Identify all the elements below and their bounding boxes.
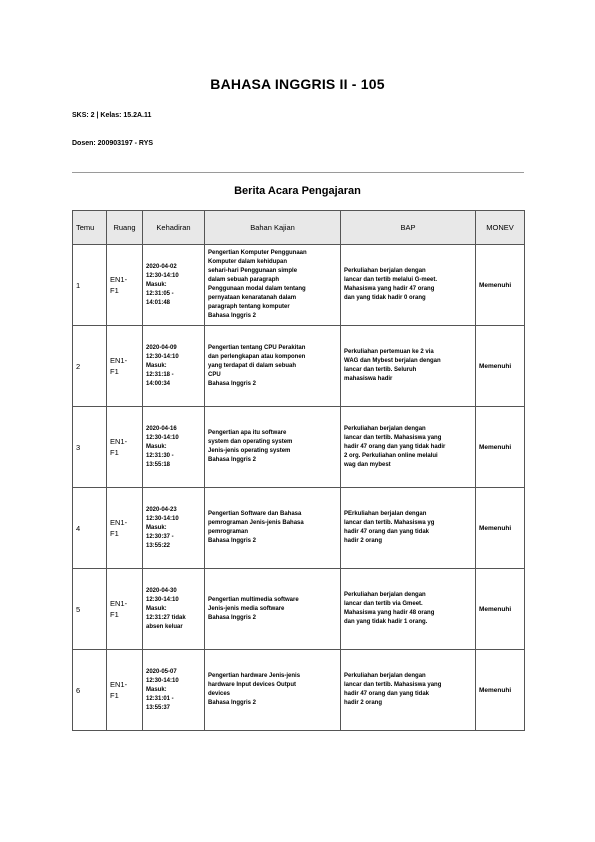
cell-bap: Perkuliahan pertemuan ke 2 via WAG dan Mybest berjalan dengan lancar dan tertib. Seluruh mahasiswa hadir	[341, 326, 476, 407]
section-title: Berita Acara Pengajaran	[234, 185, 361, 197]
table-row	[73, 488, 525, 569]
cell-monev: Memenuhi	[476, 488, 525, 569]
cell-bap: Perkuliahan berjalan dengan lancar dan tertib via Gmeet. Mahasiswa yang hadir 48 orang dan yang tidak hadir 1 orang.	[341, 569, 476, 650]
header-temu: Temu	[73, 211, 107, 245]
dosen-info: Dosen: 200903197 - RYS	[72, 140, 154, 147]
cell-temu: 5	[73, 569, 107, 650]
cell-ruang: EN1- F1	[107, 488, 143, 569]
header-monev: MONEV	[476, 211, 525, 245]
cell-bahan-kajian: Pengertian apa itu software system dan operating system Jenis-jenis operating system Bahasa Inggris 2	[205, 407, 341, 488]
header-ruang: Ruang	[107, 211, 143, 245]
cell-kehadiran: 2020-04-16 12:30-14:10 Masuk: 12:31:30 - 13:55:18	[143, 407, 205, 488]
bap-table	[72, 210, 525, 731]
table-row	[73, 569, 525, 650]
cell-kehadiran: 2020-04-23 12:30-14:10 Masuk: 12:30:37 - 13:55:22	[143, 488, 205, 569]
cell-temu: 6	[73, 650, 107, 731]
header-kehadiran: Kehadiran	[143, 211, 205, 245]
cell-ruang: EN1- F1	[107, 650, 143, 731]
header-bahan-kajian: Bahan Kajian	[205, 211, 341, 245]
cell-bahan-kajian: Pengertian multimedia software Jenis-jenis media software Bahasa Inggris 2	[205, 569, 341, 650]
cell-bap: Perkuliahan berjalan dengan lancar dan tertib. Mahasiswa yang hadir 47 orang dan yang tidak hadir 2 orang	[341, 650, 476, 731]
cell-kehadiran: 2020-04-09 12:30-14:10 Masuk: 12:31:18 - 14:00:34	[143, 326, 205, 407]
cell-temu: 2	[73, 326, 107, 407]
cell-monev: Memenuhi	[476, 326, 525, 407]
table-header-row	[73, 211, 525, 245]
cell-bap: Perkuliahan berjalan dengan lancar dan tertib melalui G-meet. Mahasiswa yang hadir 47 orang dan yang tidak hadir 0 orang	[341, 245, 476, 326]
cell-monev: Memenuhi	[476, 569, 525, 650]
table-row	[73, 650, 525, 731]
cell-bap: PErkuliahan berjalan dengan lancar dan tertib. Mahasiswa yg hadir 47 orang dan yang tidak hadir 2 orang	[341, 488, 476, 569]
cell-temu: 4	[73, 488, 107, 569]
cell-monev: Memenuhi	[476, 650, 525, 731]
cell-kehadiran: 2020-05-07 12:30-14:10 Masuk: 12:31:01 - 13:55:37	[143, 650, 205, 731]
sks-kelas-info: SKS: 2 | Kelas: 15.2A.11	[72, 112, 152, 119]
cell-ruang: EN1- F1	[107, 569, 143, 650]
cell-bahan-kajian: Pengertian hardware Jenis-jenis hardware Input devices Output devices Bahasa Inggris 2	[205, 650, 341, 731]
header-bap: BAP	[341, 211, 476, 245]
cell-kehadiran: 2020-04-02 12:30-14:10 Masuk: 12:31:05 - 14:01:48	[143, 245, 205, 326]
cell-kehadiran: 2020-04-30 12:30-14:10 Masuk: 12:31:27 tidak absen keluar	[143, 569, 205, 650]
table-row	[73, 407, 525, 488]
cell-bahan-kajian: Pengertian Komputer Penggunaan Komputer dalam kehidupan sehari-hari Penggunaan simple dalam sebuah paragraph Penggunaan modal dalam tentang pernyataan kenaratanah dalam paragraph tentang komputer Bahasa Inggris 2	[205, 245, 341, 326]
cell-ruang: EN1- F1	[107, 407, 143, 488]
course-title: BAHASA INGGRIS II - 105	[210, 76, 385, 92]
cell-ruang: EN1- F1	[107, 326, 143, 407]
cell-bap: Perkuliahan berjalan dengan lancar dan tertib. Mahasiswa yang hadir 47 orang dan yang tidak hadir 2 org. Perkuliahan online melalui wag dan mybest	[341, 407, 476, 488]
cell-monev: Memenuhi	[476, 407, 525, 488]
cell-bahan-kajian: Pengertian Software dan Bahasa pemrograman Jenis-jenis Bahasa pemrograman Bahasa Inggris 2	[205, 488, 341, 569]
divider	[72, 172, 524, 173]
cell-bahan-kajian: Pengertian tentang CPU Perakitan dan perlengkapan atau komponen yang terdapat di dalam sebuah CPU Bahasa Inggris 2	[205, 326, 341, 407]
cell-ruang: EN1- F1	[107, 245, 143, 326]
cell-temu: 3	[73, 407, 107, 488]
cell-monev: Memenuhi	[476, 245, 525, 326]
table-row	[73, 326, 525, 407]
table-row	[73, 245, 525, 326]
cell-temu: 1	[73, 245, 107, 326]
